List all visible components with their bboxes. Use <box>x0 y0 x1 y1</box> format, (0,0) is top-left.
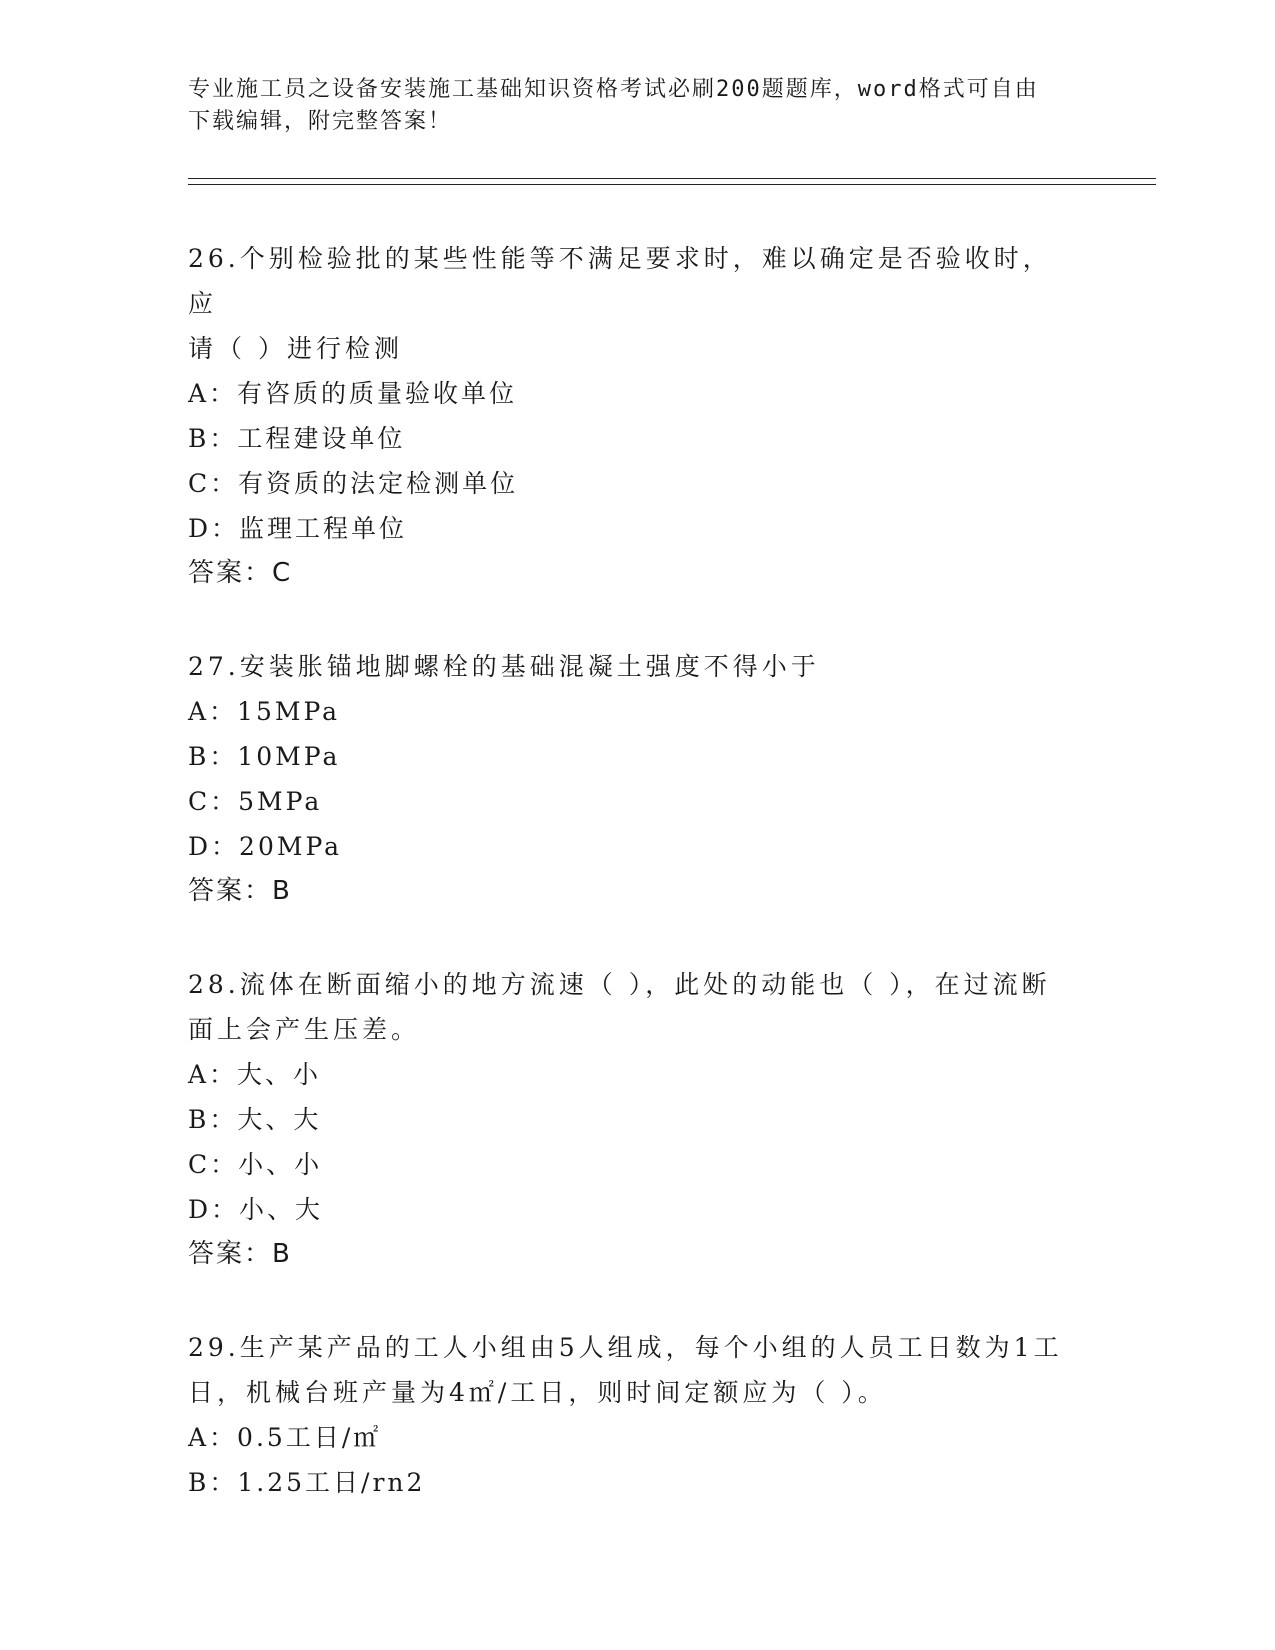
option-b: B：10MPa <box>188 742 341 771</box>
answer: 答案：C <box>188 558 293 588</box>
option-d: D：监理工程单位 <box>188 514 408 543</box>
answer: 答案：B <box>188 1239 292 1269</box>
option-c: C：小、小 <box>188 1150 323 1179</box>
option-b: B：大、大 <box>188 1105 322 1134</box>
answer: 答案：B <box>188 876 292 906</box>
option-c: C：有资质的法定检测单位 <box>188 469 519 498</box>
option-a: A：大、小 <box>188 1060 322 1089</box>
option-b: B：工程建设单位 <box>188 424 406 453</box>
option-d: D：小、大 <box>188 1195 324 1224</box>
question-stem-continued: 日，机械台班产量为4㎡/工日，则时间定额应为（ ）。 <box>188 1378 887 1407</box>
option-a: A：0.5工日/㎡ <box>188 1423 382 1452</box>
option-a: A：有咨质的质量验收单位 <box>188 379 518 408</box>
document-page <box>188 0 1148 1650</box>
header-line-1: 专业施工员之设备安装施工基础知识资格考试必刷200题题库，word格式可自由 <box>188 77 1039 102</box>
option-c: C：5MPa <box>188 787 323 816</box>
option-b: B：1.25工日/rn2 <box>188 1468 426 1497</box>
question-28 <box>188 962 1068 1277</box>
question-27 <box>188 644 1068 914</box>
question-29 <box>188 1325 1068 1505</box>
option-d: D：20MPa <box>188 832 343 861</box>
option-a: A：15MPa <box>188 697 341 726</box>
question-stem: 29.生产某产品的工人小组由5人组成，每个小组的人员工日数为1工 <box>188 1333 1063 1362</box>
question-stem: 26.个别检验批的某些性能等不满足要求时，难以确定是否验收时，应 <box>188 244 1052 318</box>
question-list <box>188 236 1068 1553</box>
question-stem-continued: 请（ ）进行检测 <box>188 334 403 363</box>
question-stem: 28.流体在断面缩小的地方流速（ ），此处的动能也（ ），在过流断 <box>188 970 1051 999</box>
question-stem: 27.安装胀锚地脚螺栓的基础混凝土强度不得小于 <box>188 652 820 681</box>
header-divider <box>188 178 1156 185</box>
header-line-2: 下载编辑，附完整答案！ <box>188 109 453 134</box>
question-stem-continued: 面上会产生压差。 <box>188 1015 421 1044</box>
document-header <box>188 74 1068 138</box>
question-26 <box>188 236 1068 596</box>
